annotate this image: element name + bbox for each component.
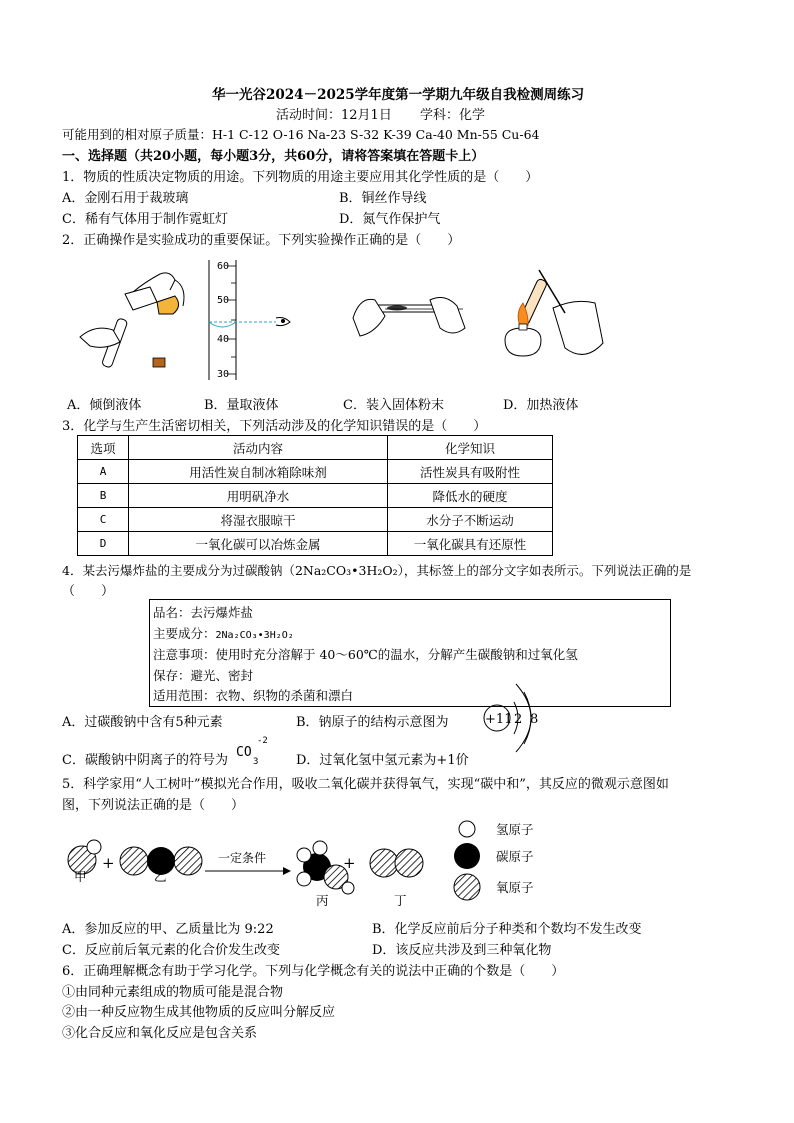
q5-option-b: B．化学反应前后分子种类和个数均不发生改变 (372, 922, 642, 937)
label-jia: 甲 (74, 869, 87, 884)
q2-stem: 2．正确操作是实验成功的重要保证。下列实验操作正确的是（ ） (62, 233, 461, 248)
atom-shell-1: 2 (514, 712, 523, 727)
label-scope: 适用范围：衣物、织物的杀菌和漂白 (153, 688, 354, 703)
table-cell: 一氧化碳可以冶炼金属 (129, 532, 388, 556)
q4-option-a: A．过碳酸钠中含有5种元素 (62, 715, 223, 730)
q1-option-b: B．铜丝作导线 (339, 191, 427, 206)
legend-hydrogen: 氢原子 (496, 822, 534, 837)
page-title: 华一光谷2024－2025学年度第一学期九年级自我检测周练习 (212, 87, 585, 103)
table-row (78, 508, 553, 532)
q5-stem-cont: 图，下列说法正确的是（ ） (62, 798, 245, 813)
atomic-masses: 可能用到的相对原子质量：H-1 C-12 O-16 Na-23 S-32 K-39 Ca-40 Mn-55 Cu-64 (62, 127, 540, 142)
q6-item-1: ①由同种元素组成的物质可能是混合物 (62, 985, 284, 1000)
label-name: 品名：去污爆炸盐 (153, 605, 254, 620)
cylinder-tick-50: 50 (217, 295, 230, 306)
q2-option-a: A．倾倒液体 (67, 398, 142, 413)
label-ingredient-formula: 2Na₂CO₃•3H₂O₂ (215, 630, 294, 641)
reaction-condition: 一定条件 (218, 851, 267, 865)
atom-nucleus-charge: +11 (485, 712, 513, 727)
table-row (78, 460, 553, 484)
table-cell: 水分子不断运动 (388, 508, 553, 532)
q6-item-3: ③化合反应和氧化反应是包含关系 (62, 1026, 258, 1041)
q3-stem: 3．化学与生产生活密切相关，下列活动涉及的化学知识错误的是（ ） (62, 419, 487, 434)
carbonate-ion-symbol (236, 735, 276, 765)
table-header: 化学知识 (388, 436, 553, 460)
label-notes: 注意事项：使用时充分溶解于 40～60℃的温水，分解产生碳酸钠和过氧化氢 (153, 647, 578, 662)
q5-stem: 5．科学家用“人工树叶”模拟光合作用，吸收二氧化碳并获得氧气，实现“碳中和”，其反应的微观示意图如 (62, 777, 669, 792)
table-row (78, 484, 553, 508)
q4-option-b: B．钠原子的结构示意图为 (296, 715, 449, 730)
table-cell: 活性炭具有吸附性 (388, 460, 553, 484)
q2-option-b: B．量取液体 (204, 398, 279, 413)
table-cell: 将湿衣服晾干 (129, 508, 388, 532)
q3-table (77, 435, 553, 556)
pouring-liquid-illustration (75, 262, 195, 387)
table-cell: 一氧化碳具有还原性 (388, 532, 553, 556)
table-header: 选项 (78, 436, 129, 460)
q5-option-a: A．参加反应的甲、乙质量比为 9:22 (62, 922, 274, 937)
ion-base: CO (236, 745, 252, 760)
product-label-box (149, 599, 671, 707)
label-ding: 丁 (394, 893, 407, 908)
q4-option-d: D．过氧化氢中氢元素为+1价 (296, 753, 469, 768)
table-cell: 用活性炭自制冰箱除味剂 (129, 460, 388, 484)
legend-oxygen: 氧原子 (496, 880, 534, 895)
ion-superscript: -2 (257, 736, 268, 746)
table-header-row (78, 436, 553, 460)
table-cell: B (78, 484, 129, 508)
label-ingredient-prefix: 主要成分： (153, 626, 216, 641)
arrow-head-icon (283, 867, 291, 875)
q1-option-d: D．氮气作保护气 (339, 212, 441, 227)
q5-option-d: D．该反应共涉及到三种氧化物 (372, 943, 552, 958)
q1-option-a: A．金刚石用于裁玻璃 (62, 191, 189, 206)
legend (454, 821, 534, 900)
label-yi: 乙 (154, 869, 167, 884)
table-cell: 降低水的硬度 (388, 484, 553, 508)
cylinder-tick-30: 30 (217, 369, 230, 380)
table-header: 活动内容 (129, 436, 388, 460)
q4-option-c: C．碳酸钠中阴离子的符号为 (62, 753, 228, 768)
q5-option-c: C．反应前后氧元素的化合价发生改变 (62, 943, 280, 958)
label-storage: 保存：避光、密封 (153, 668, 254, 683)
label-ingredient (153, 624, 294, 642)
plus-sign: + (343, 854, 356, 872)
q2-option-d: D．加热液体 (503, 398, 579, 413)
graduated-cylinder-illustration (200, 258, 310, 383)
q1-stem: 1．物质的性质决定物质的用途。下列物质的用途主要应用其化学性质的是（ ） (62, 170, 539, 185)
table-cell: D (78, 532, 129, 556)
table-cell: C (78, 508, 129, 532)
ion-subscript: 3 (253, 757, 259, 767)
adding-powder-illustration (345, 288, 475, 348)
hydrogen-atom-icon (459, 821, 475, 837)
oxygen-atom-icon (454, 874, 480, 900)
q6-stem: 6．正确理解概念有助于学习化学。下列与化学概念有关的说法中正确的个数是（ ） (62, 964, 565, 979)
label-bing: 丙 (316, 893, 329, 908)
table-cell: 用明矾净水 (129, 484, 388, 508)
q4-stem: 4．某去污爆炸盐的主要成分为过碳酸钠（2Na₂CO₃•3H₂O₂），其标签上的部分文字如表所示。下列说法正确的是 (62, 563, 692, 578)
atom-shell-2: 8 (530, 712, 539, 727)
molecule-ding (370, 849, 423, 877)
q1-option-c: C．稀有气体用于制作霓虹灯 (62, 212, 228, 227)
exam-time-subject: 活动时间：12月1日 学科：化学 (276, 108, 485, 123)
q6-item-2: ②由一种反应物生成其他物质的反应叫分解反应 (62, 1005, 336, 1020)
heating-liquid-illustration (495, 268, 610, 370)
cylinder-tick-60: 60 (217, 261, 230, 272)
q2-option-c: C．装入固体粉末 (343, 398, 444, 413)
sodium-atom-diagram (480, 682, 560, 752)
table-cell: A (78, 460, 129, 484)
carbon-atom-icon (454, 843, 480, 869)
reaction-diagram (58, 815, 578, 910)
section-heading: 一、选择题（共20小题，每小题3分，共60分，请将答案填在答题卡上） (62, 149, 485, 164)
cylinder-tick-40: 40 (217, 334, 230, 345)
legend-carbon: 碳原子 (496, 849, 534, 864)
q4-stem-cont: （ ） (62, 584, 115, 599)
table-row (78, 532, 553, 556)
plus-sign: + (102, 854, 115, 872)
